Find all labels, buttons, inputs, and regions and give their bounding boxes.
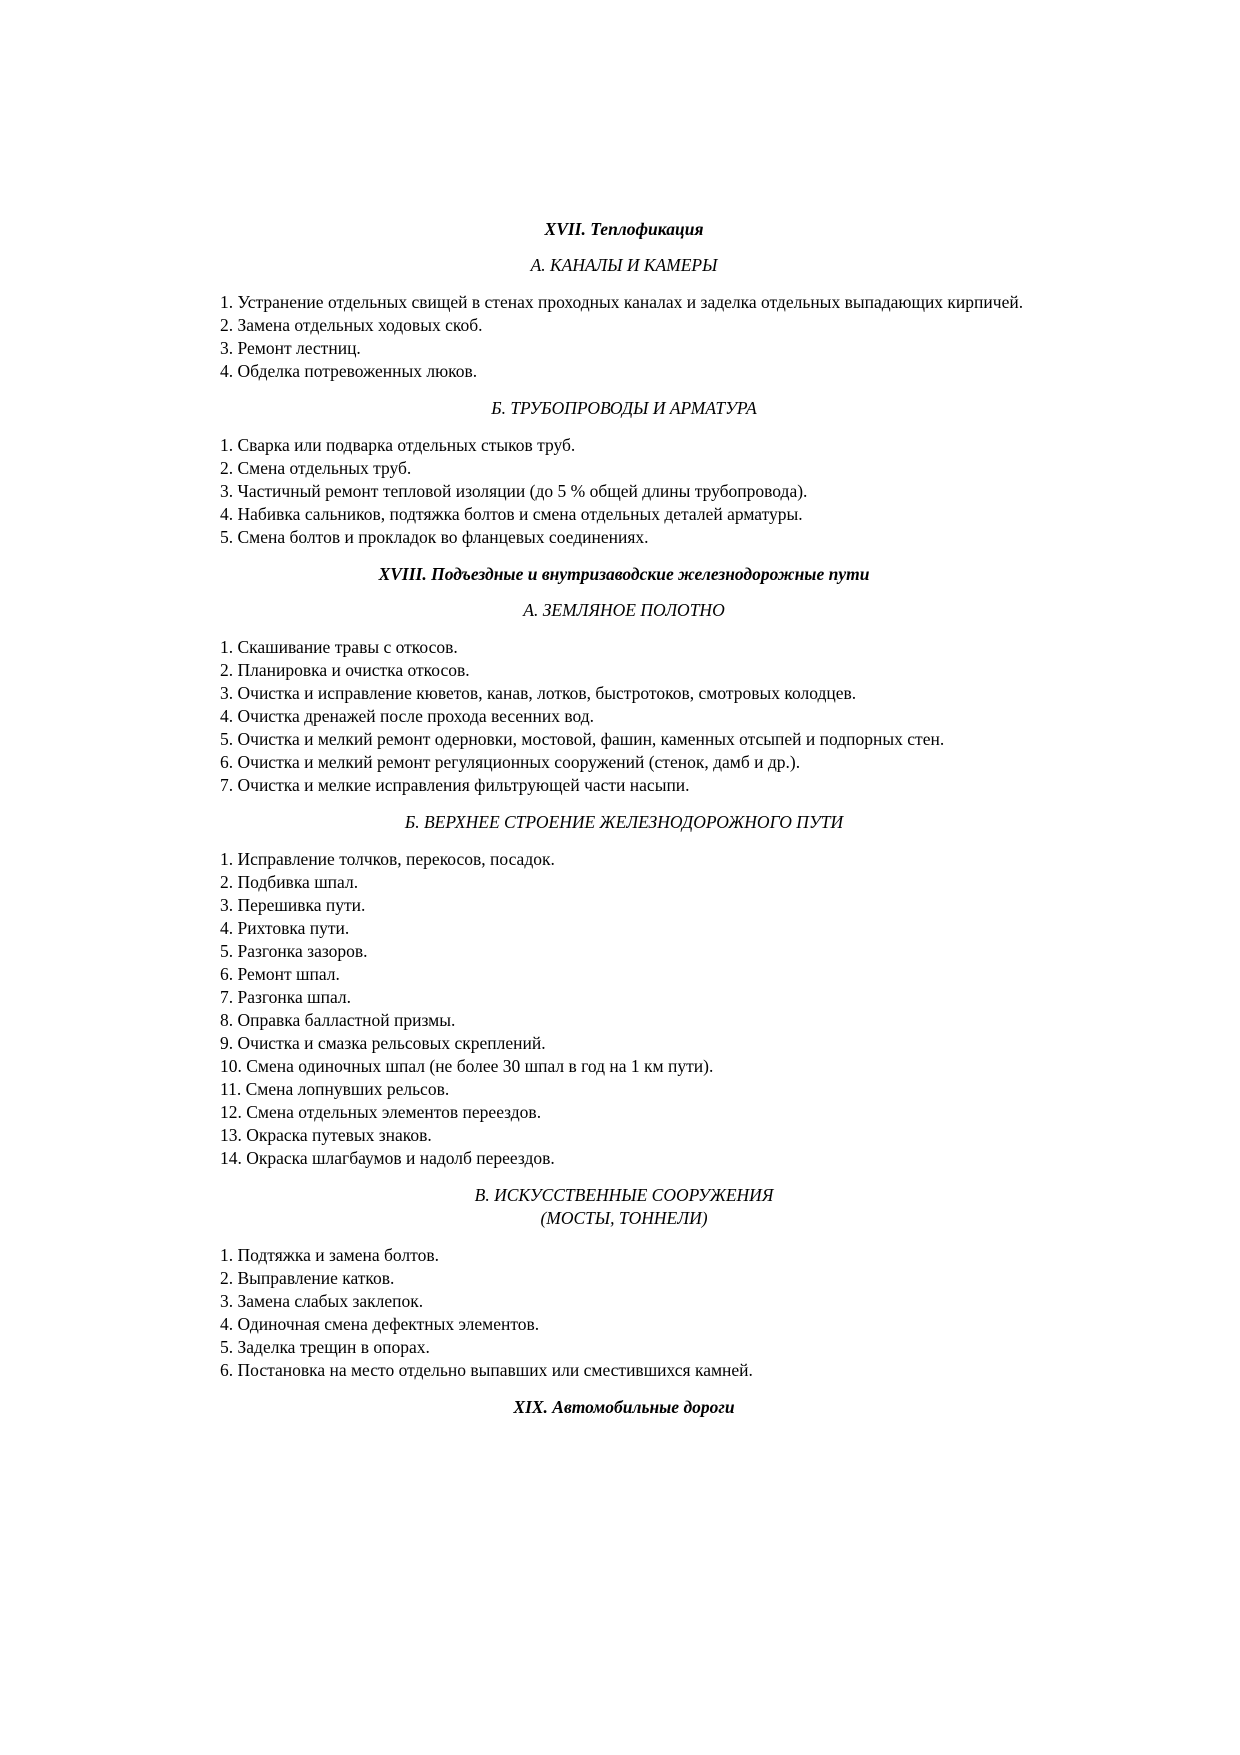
list-item: 4. Одиночная смена дефектных элементов. bbox=[220, 1314, 540, 1334]
list-item: 5. Смена болтов и прокладок во фланцевых соединениях. bbox=[220, 527, 649, 547]
list-item: 3. Очистка и исправление кюветов, канав, лотков, быстротоков, смотровых колодцев. bbox=[220, 683, 857, 703]
item-list-channels bbox=[189, 291, 1059, 383]
list-item: 7. Очистка и мелкие исправления фильтрующей части насыпи. bbox=[220, 775, 690, 795]
item-list-pipelines bbox=[189, 434, 1059, 549]
list-item: 2. Планировка и очистка откосов. bbox=[220, 660, 470, 680]
list-item: 13. Окраска путевых знаков. bbox=[220, 1125, 432, 1145]
list-item: 12. Смена отдельных элементов переездов. bbox=[220, 1102, 542, 1122]
section-title-xix: XIX. Автомобильные дороги bbox=[513, 1397, 735, 1417]
list-item: 2. Смена отдельных труб. bbox=[220, 458, 412, 478]
section-title-xvii: XVII. Теплофикация bbox=[544, 219, 704, 239]
list-item: 4. Набивка сальников, подтяжка болтов и смена отдельных деталей арматуры. bbox=[220, 504, 803, 524]
list-item: 9. Очистка и смазка рельсовых скреплений. bbox=[220, 1033, 546, 1053]
list-item: 4. Обделка потревоженных люков. bbox=[220, 361, 478, 381]
subsection-title-earthwork: А. ЗЕМЛЯНОЕ ПОЛОТНО bbox=[523, 600, 725, 620]
subsection-title-channels: А. КАНАЛЫ И КАМЕРЫ bbox=[530, 255, 718, 275]
list-item: 3. Частичный ремонт тепловой изоляции (до 5 % общей длины трубопровода). bbox=[220, 481, 808, 501]
list-item: 6. Ремонт шпал. bbox=[220, 964, 340, 984]
subsection-title-structures: В. ИСКУССТВЕННЫЕ СООРУЖЕНИЯ bbox=[474, 1185, 774, 1205]
subsection-title-track-superstructure: Б. ВЕРХНЕЕ СТРОЕНИЕ ЖЕЛЕЗНОДОРОЖНОГО ПУТИ bbox=[404, 812, 844, 832]
subsection-title-structures-line2: (МОСТЫ, ТОННЕЛИ) bbox=[540, 1208, 708, 1228]
list-item: 2. Подбивка шпал. bbox=[220, 872, 359, 892]
document-page bbox=[189, 218, 1059, 1419]
list-item: 6. Очистка и мелкий ремонт регуляционных сооружений (стенок, дамб и др.). bbox=[220, 752, 801, 772]
list-item: 1. Устранение отдельных свищей в стенах проходных каналах и заделка отдельных выпадающих кирпичей. bbox=[220, 292, 1024, 312]
list-item: 2. Выправление катков. bbox=[220, 1268, 395, 1288]
list-item: 2. Замена отдельных ходовых скоб. bbox=[220, 315, 483, 335]
section-title-xviii: XVIII. Подъездные и внутризаводские железнодорожные пути bbox=[378, 564, 870, 584]
item-list-track-superstructure bbox=[189, 848, 1059, 1170]
list-item: 1. Сварка или подварка отдельных стыков труб. bbox=[220, 435, 576, 455]
list-item: 11. Смена лопнувших рельсов. bbox=[220, 1079, 450, 1099]
list-item: 8. Оправка балластной призмы. bbox=[220, 1010, 456, 1030]
list-item: 4. Очистка дренажей после прохода весенних вод. bbox=[220, 706, 595, 726]
list-item: 3. Перешивка пути. bbox=[220, 895, 366, 915]
list-item: 5. Заделка трещин в опорах. bbox=[220, 1337, 430, 1357]
list-item: 1. Подтяжка и замена болтов. bbox=[220, 1245, 439, 1265]
item-list-earthwork bbox=[189, 636, 1059, 797]
list-item: 3. Замена слабых заклепок. bbox=[220, 1291, 424, 1311]
list-item: 6. Постановка на место отдельно выпавших или сместившихся камней. bbox=[220, 1360, 753, 1380]
list-item: 5. Очистка и мелкий ремонт одерновки, мостовой, фашин, каменных отсыпей и подпорных стен. bbox=[220, 729, 945, 749]
list-item: 1. Исправление толчков, перекосов, посадок. bbox=[220, 849, 555, 869]
list-item: 4. Рихтовка пути. bbox=[220, 918, 350, 938]
list-item: 7. Разгонка шпал. bbox=[220, 987, 352, 1007]
list-item: 10. Смена одиночных шпал (не более 30 шпал в год на 1 км пути). bbox=[220, 1056, 714, 1076]
subsection-title-pipelines: Б. ТРУБОПРОВОДЫ И АРМАТУРА bbox=[491, 398, 757, 418]
list-item: 1. Скашивание травы с откосов. bbox=[220, 637, 458, 657]
item-list-structures bbox=[189, 1244, 1059, 1382]
list-item: 3. Ремонт лестниц. bbox=[220, 338, 361, 358]
list-item: 5. Разгонка зазоров. bbox=[220, 941, 368, 961]
list-item: 14. Окраска шлагбаумов и надолб переездов. bbox=[220, 1148, 555, 1168]
